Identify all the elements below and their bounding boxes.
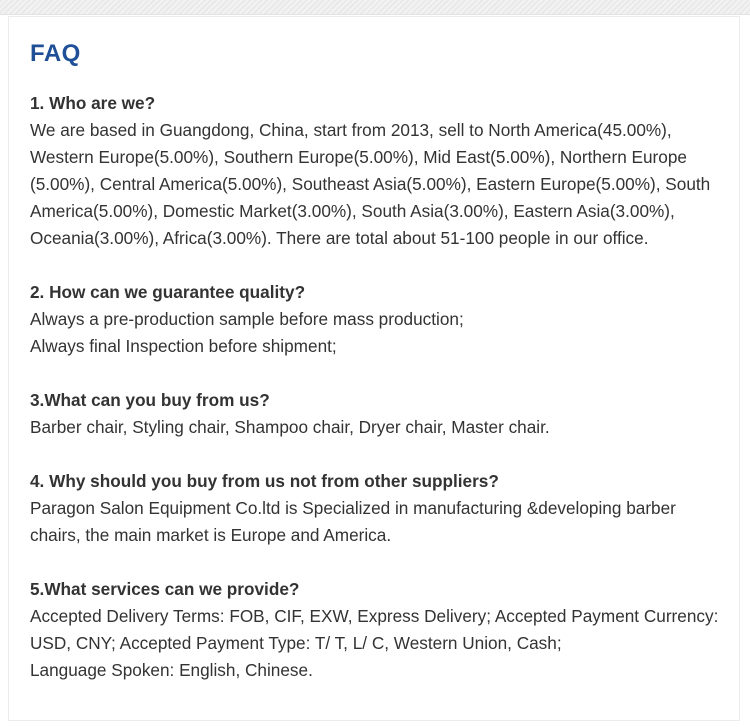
faq-item-1 [30,90,730,252]
faq-question: 3.What can you buy from us? [30,390,270,410]
faq-item-5 [30,576,730,684]
faq-question: 1. Who are we? [30,93,156,113]
page-title: FAQ [30,40,81,67]
faq-list [30,90,730,711]
faq-answer-line: Language Spoken: English, Chinese. [30,660,313,680]
top-decorative-strip [0,0,750,15]
faq-answer-line: Paragon Salon Equipment Co.ltd is Specialized in manufacturing &developing barber chairs, the main market is Europe and America. [30,498,676,545]
faq-answer-line: Always a pre-production sample before mass production; [30,309,464,329]
faq-question: 2. How can we guarantee quality? [30,282,306,302]
faq-answer-line: We are based in Guangdong, China, start from 2013, sell to North America(45.00%), Western Europe(5.00%), Southern Europe(5.00%), Mid East(5.00%), Northern Europe (5.00%), Central America(5.00%), Southeast Asia(5.00%), Eastern Europe(5.00%), South America(5.00%), Domestic Market(3.00%), South Asia(3.00%), Eastern Asia(3.00%), Oceania(3.00%), Africa(3.00%). There are total about 51-100 people in our office. [30,120,711,248]
faq-answer-line: Always final Inspection before shipment; [30,336,337,356]
faq-answer-line: Barber chair, Styling chair, Shampoo chair, Dryer chair, Master chair. [30,417,550,437]
faq-item-3 [30,387,730,441]
faq-answer-line: Accepted Delivery Terms: FOB, CIF, EXW, Express Delivery; Accepted Payment Currency: USD, CNY; Accepted Payment Type: T/ T, L/ C, Western Union, Cash; [30,606,719,653]
faq-item-2 [30,279,730,360]
faq-item-4 [30,468,730,549]
faq-question: 4. Why should you buy from us not from other suppliers? [30,471,499,491]
faq-question: 5.What services can we provide? [30,579,300,599]
